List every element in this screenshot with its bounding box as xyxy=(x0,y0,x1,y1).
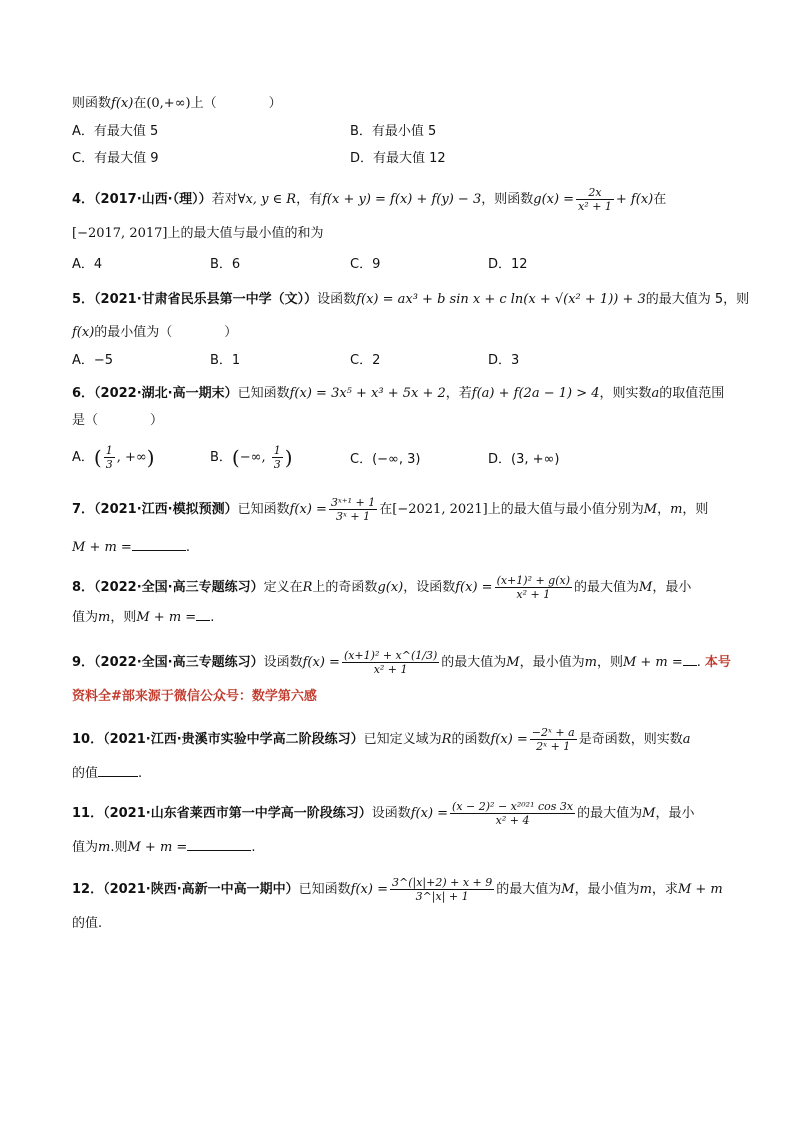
q11-number: 11． xyxy=(72,806,104,821)
q8-number: 8． xyxy=(72,580,95,595)
q5-expression: f(x) = ax³ + b sin x + c ln(x + √(x² + 1)) + 3 xyxy=(356,292,646,307)
q8-source: （2022·全国·高三专题练习） xyxy=(94,580,264,595)
q5-option-a[interactable]: A．−5 xyxy=(72,353,114,368)
q9-ad-text: 本号 xyxy=(704,655,731,670)
q8-answer-blank[interactable] xyxy=(196,608,210,621)
q6-expression: f(x) = 3x⁵ + x³ + 5x + 2 xyxy=(289,386,446,401)
q10-answer-blank[interactable] xyxy=(98,764,138,777)
q6-option-c[interactable]: C．(−∞, 3) xyxy=(350,452,421,467)
q11-source: （2021·山东省莱西市第一中学高一阶段练习） xyxy=(103,806,372,821)
q5-option-d[interactable]: D．3 xyxy=(488,353,520,368)
q12-stem: 12．（2021·陕西·高新一中高一期中）已知函数f(x) = $\frac{3\^{}(|x|+2) + x + 9}{3\^{}|x| + 1}$ 的最大值为M，最小值为m，求M + m xyxy=(72,876,723,903)
q4-option-c[interactable]: C．9 xyxy=(350,257,381,272)
q8-fraction: $\frac{\text{(x+1)² + g(x)}}{\text{x² + 1}}$ xyxy=(496,574,571,601)
q9-stem: 9．（2022·全国·高三专题练习）设函数f(x) = $\frac{\text{(x+1)² + x\textasciicircum{}(1/3)}}{\text{x² + 1}}$ 的最大值为M，最小值为m，则M + m = . 本号 xyxy=(72,649,731,676)
q9-ad-line: 资料全#部来源于微信公众号：数学第六感 xyxy=(72,689,317,704)
q8-stem-cont: 值为m，则M + m = . xyxy=(72,610,215,625)
q7-stem: 7．（2021·江西·模拟预测）已知函数f(x) = $\frac{\text{3ˣ⁺¹ + 1}}{\text{3ˣ + 1}}$ 在[−2021, 2021]上的最大值与最小值分别为M，m，则 xyxy=(72,496,709,523)
q4-fraction: $\frac{2x}{\text{x² + 1}}$ xyxy=(578,186,612,213)
q11-stem: 11．（2021·山东省莱西市第一中学高一阶段练习）设函数f(x) = $\frac{\text{(x − 2)² − x²⁰²¹ cos 3x}}{\text{x² + 4}}$ 的最大值为M，最小 xyxy=(72,800,695,827)
q7-answer-blank[interactable] xyxy=(132,538,186,551)
q7-answer-line: M + m = . xyxy=(72,540,190,555)
q3-option-d[interactable]: D．有最大值 12 xyxy=(350,151,446,166)
q4-number: 4． xyxy=(72,192,95,207)
q10-fraction: $\frac{\text{−2ˣ + a}}{\text{2ˣ + 1}}$ xyxy=(531,726,575,753)
q5-source: （2021·甘肃省民乐县第一中学（文）） xyxy=(94,292,318,307)
q6-condition: f(a) + f(2a − 1) > 4 xyxy=(471,386,600,401)
q11-answer-blank[interactable] xyxy=(187,838,251,851)
q6-number: 6． xyxy=(72,386,95,401)
q11-fraction: $\frac{\text{(x − 2)² − x²⁰²¹ cos 3x}}{\text{x² + 4}}$ xyxy=(452,800,574,827)
q3-option-c[interactable]: C．有最大值 9 xyxy=(72,151,159,166)
q4-interval: [−2017, 2017] xyxy=(72,226,168,241)
q12-fraction: $\frac{3\^{}(|x|+2) + x + 9}{3\^{}|x| + 1}$ xyxy=(391,876,493,903)
q4-source: （2017·山西·（理）） xyxy=(94,192,212,207)
q4-option-b[interactable]: B．6 xyxy=(210,257,241,272)
q6-stem: 6．（2022·湖北·高一期末）已知函数f(x) = 3x⁵ + x³ + 5x + 2，若f(a) + f(2a − 1) > 4，则实数a的取值范围 xyxy=(72,386,725,401)
q4-option-a[interactable]: A．4 xyxy=(72,257,103,272)
q10-number: 10． xyxy=(72,732,104,747)
q6-source: （2022·湖北·高一期末） xyxy=(94,386,238,401)
q12-number: 12． xyxy=(72,882,104,897)
q8-stem: 8．（2022·全国·高三专题练习）定义在R上的奇函数g(x)，设函数f(x) = $\frac{\text{(x+1)² + g(x)}}{\text{x² + 1}}$ 的最大值为M，最小 xyxy=(72,574,692,601)
q6-stem-cont: 是（ ） xyxy=(72,413,164,428)
q5-option-c[interactable]: C．2 xyxy=(350,353,381,368)
q12-source: （2021·陕西·高新一中高一期中） xyxy=(103,882,299,897)
q6-option-d[interactable]: D．(3, +∞) xyxy=(488,452,560,467)
q5-number: 5． xyxy=(72,292,95,307)
q7-source: （2021·江西·模拟预测） xyxy=(94,502,238,517)
q3-func: f(x) xyxy=(111,96,134,111)
q7-number: 7． xyxy=(72,502,95,517)
q4-stem-cont: [−2017, 2017]上的最大值与最小值的和为 xyxy=(72,226,324,241)
q10-source: （2021·江西·贵溪市实验中学高二阶段练习） xyxy=(103,732,364,747)
q9-fraction: $\frac{\text{(x+1)² + x\textasciicircum{}(1/3)}}{\text{x² + 1}}$ xyxy=(343,649,438,676)
q3-option-b[interactable]: B．有最小值 5 xyxy=(350,124,437,139)
q6-option-a[interactable]: A．( $\frac{1}{3}$ , +∞) xyxy=(72,444,155,471)
q12-stem-cont: 的值. xyxy=(72,916,103,931)
q10-answer-line: 的值 . xyxy=(72,766,143,781)
q9-answer-blank[interactable] xyxy=(683,653,697,666)
q6-option-b[interactable]: B．(−∞, $\frac{1}{3}$ ) xyxy=(210,444,293,471)
q4-option-d[interactable]: D．12 xyxy=(488,257,528,272)
q11-stem-cont: 值为m.则M + m = . xyxy=(72,840,256,855)
q9-source: （2022·全国·高三专题练习） xyxy=(94,655,264,670)
q5-stem-cont: f(x)的最小值为（ ） xyxy=(72,325,238,340)
q4-stem: 4．（2017·山西·（理））若对∀x, y ∈ R，有f(x + y) = f(x) + f(y) − 3，则函数g(x) = $\frac{2x}{\text{x² + 1}}$ + f(x)在 xyxy=(72,186,667,213)
q5-stem: 5．（2021·甘肃省民乐县第一中学（文））设函数f(x) = ax³ + b sin x + c ln(x + √(x² + 1)) + 3的最大值为 5，则 xyxy=(72,292,750,307)
q3-stem: 则函数f(x)在(0,+∞)上（ ） xyxy=(72,96,282,111)
q7-fraction: $\frac{\text{3ˣ⁺¹ + 1}}{\text{3ˣ + 1}}$ xyxy=(330,496,376,523)
q3-option-a[interactable]: A．有最大值 5 xyxy=(72,124,159,139)
q5-option-b[interactable]: B．1 xyxy=(210,353,241,368)
q9-number: 9． xyxy=(72,655,95,670)
q10-stem: 10．（2021·江西·贵溪市实验中学高二阶段练习）已知定义域为R的函数f(x) = $\frac{\text{−2ˣ + a}}{\text{2ˣ + 1}}$ 是奇函数，则实数a xyxy=(72,726,691,753)
q3-interval: (0,+∞) xyxy=(146,96,191,111)
